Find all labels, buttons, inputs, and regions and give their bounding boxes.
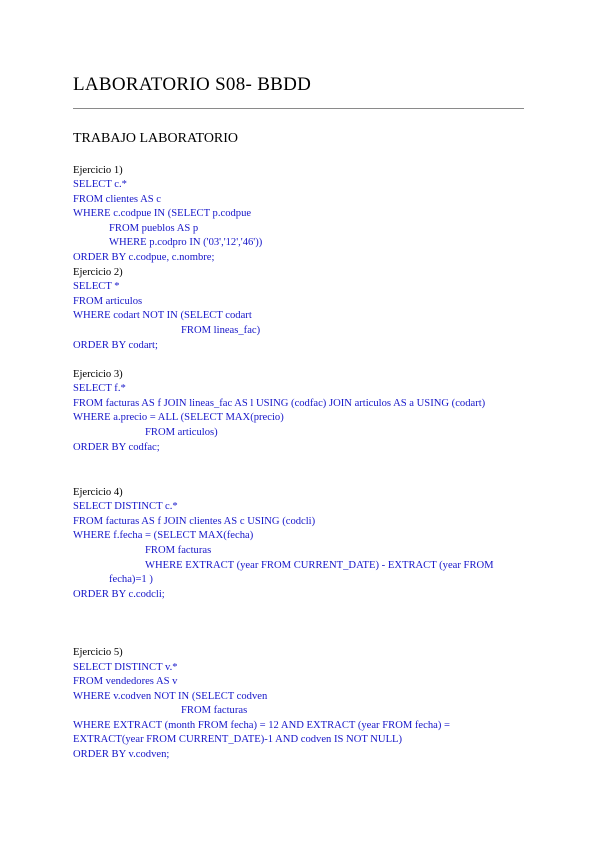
sql-line: WHERE a.precio = ALL (SELECT MAX(precio) bbox=[73, 412, 284, 423]
sql-line: WHERE EXTRACT (month FROM fecha) = 12 AND EXTRACT (year FROM fecha) = bbox=[73, 720, 450, 731]
sql-line: FROM articulos) bbox=[145, 427, 218, 438]
sql-line: EXTRACT(year FROM CURRENT_DATE)-1 AND codven IS NOT NULL) bbox=[73, 734, 403, 745]
sql-line: WHERE c.codpue IN (SELECT p.codpue bbox=[73, 208, 252, 219]
sql-line: ORDER BY c.codcli; bbox=[73, 589, 165, 600]
sql-line: SELECT c.* bbox=[73, 179, 127, 190]
sql-line: WHERE codart NOT IN (SELECT codart bbox=[73, 310, 252, 321]
sql-line: FROM pueblos AS p bbox=[109, 223, 199, 234]
sql-line: SELECT * bbox=[73, 281, 120, 292]
sql-line: SELECT f.* bbox=[73, 383, 126, 394]
sql-line: ORDER BY codfac; bbox=[73, 442, 160, 453]
sql-line: FROM facturas AS f JOIN clientes AS c USING (codcli) bbox=[73, 516, 316, 527]
sql-line: fecha)=1 ) bbox=[109, 574, 153, 585]
sql-line: WHERE f.fecha = (SELECT MAX(fecha) bbox=[73, 530, 254, 541]
sql-line: SELECT DISTINCT v.* bbox=[73, 662, 178, 673]
section-heading: TRABAJO LABORATORIO bbox=[73, 131, 239, 146]
sql-line: WHERE EXTRACT (year FROM CURRENT_DATE) - EXTRACT (year FROM bbox=[145, 560, 494, 571]
exercise-label-1: Ejercicio 1) bbox=[73, 165, 123, 176]
exercise-label-5: Ejercicio 5) bbox=[73, 647, 123, 658]
document-title: LABORATORIO S08- BBDD bbox=[73, 74, 312, 95]
sql-line: WHERE p.codpro IN ('03','12','46')) bbox=[109, 237, 263, 248]
sql-line: FROM clientes AS c bbox=[73, 194, 161, 205]
sql-line: FROM articulos bbox=[73, 296, 143, 307]
sql-line: FROM facturas bbox=[181, 705, 248, 716]
sql-line: FROM vendedores AS v bbox=[73, 676, 178, 687]
sql-line: FROM lineas_fac) bbox=[181, 325, 261, 336]
exercise-label-3: Ejercicio 3) bbox=[73, 369, 123, 380]
title-divider bbox=[73, 108, 524, 109]
sql-line: FROM facturas AS f JOIN lineas_fac AS l USING (codfac) JOIN articulos AS a USING (codart) bbox=[73, 398, 486, 409]
sql-line: FROM facturas bbox=[145, 545, 212, 556]
exercise-label-4: Ejercicio 4) bbox=[73, 487, 123, 498]
sql-line: ORDER BY c.codpue, c.nombre; bbox=[73, 252, 215, 263]
sql-line: SELECT DISTINCT c.* bbox=[73, 501, 178, 512]
exercise-label-2: Ejercicio 2) bbox=[73, 267, 123, 278]
sql-line: ORDER BY codart; bbox=[73, 340, 158, 351]
sql-line: WHERE v.codven NOT IN (SELECT codven bbox=[73, 691, 268, 702]
sql-line: ORDER BY v.codven; bbox=[73, 749, 170, 760]
